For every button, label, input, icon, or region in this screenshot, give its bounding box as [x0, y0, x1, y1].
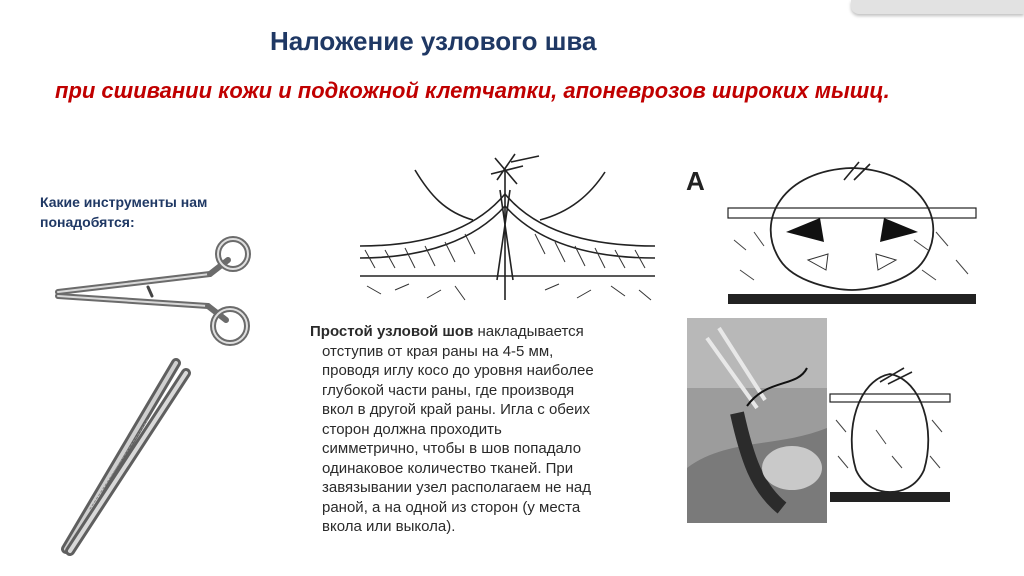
needle-holder-icon [50, 232, 265, 350]
slide-subtitle: при сшивании кожи и подкожной клетчатки, апоневрозов широких мышц. [55, 78, 890, 103]
description-text: глубокой части раны, где производя [322, 381, 575, 399]
slide-title: Наложение узлового шва [270, 26, 597, 56]
forceps-icon [30, 357, 200, 557]
panel-letter: А [686, 166, 705, 196]
description-text: отступив от края раны на 4-5 мм, [322, 342, 554, 360]
suture-loop-diagram-icon [828, 360, 952, 520]
description-text: раной, а на одной из сторон (у места [322, 498, 581, 516]
description-text: завязывании узел располагаем не над [322, 479, 592, 496]
description-text: накладывается [473, 323, 584, 340]
suture-loop-diagram-icon [724, 150, 980, 320]
suture-description [310, 322, 680, 537]
description-line-1 [310, 322, 680, 342]
instruments-heading: Какие инструменты нам понадобятся: [40, 194, 208, 230]
suturing-photo-icon [687, 318, 827, 523]
description-lead: Простой узловой шов [310, 323, 474, 340]
suture-cross-section-icon [355, 150, 660, 320]
description-text: вкол в другой край раны. Игла с обеих [322, 401, 590, 418]
description-text: симметрично, чтобы в шов попадало [322, 440, 582, 457]
top-corner-bar [851, 0, 1024, 14]
description-text: одинаковое количество тканей. При [322, 459, 574, 477]
description-text: вкола или выкола). [322, 518, 456, 535]
description-text: проводя иглу косо до уровня наиболее [322, 362, 594, 379]
description-text: сторон должна проходить [322, 420, 502, 438]
